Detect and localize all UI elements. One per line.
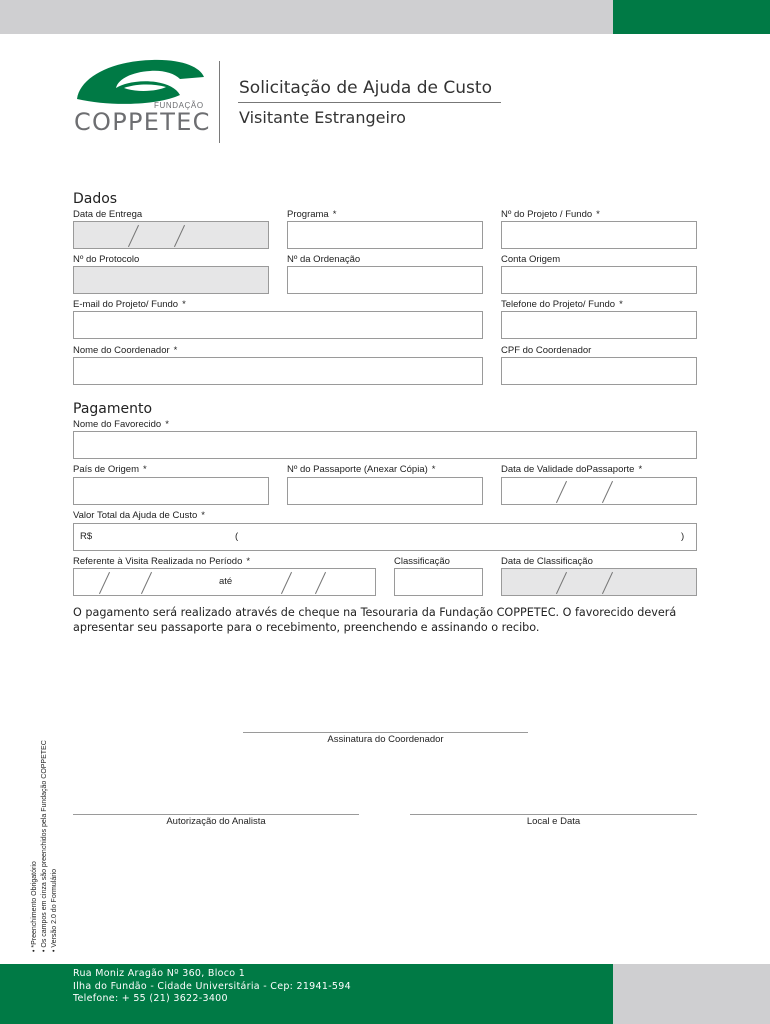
num-protocolo-field[interactable] [73,266,269,294]
date-separator [128,225,139,247]
payment-note: O pagamento será realizado através de cheque na Tesouraria da Fundação COPPETEC. O favorecido deverá apresentar seu passaporte para o recebimento, preenchendo e assinando o recibo. [73,606,677,634]
top-band-gray [0,0,613,34]
email-projeto-field[interactable] [73,311,483,339]
label-classificacao: Classificação [394,556,450,567]
cpf-coordenador-field[interactable] [501,357,697,385]
label-num-protocolo: Nº do Protocolo [73,254,140,265]
pais-origem-field[interactable] [73,477,269,505]
validade-passaporte-field[interactable] [501,477,697,505]
side-note-version: • Versão 2.0 do Formulário [51,869,58,952]
label-num-projeto: Nº do Projeto / Fundo * [501,209,600,220]
date-separator [602,481,613,503]
signature-label-analista: Autorização do Analista [166,816,266,827]
num-passaporte-field[interactable] [287,477,483,505]
date-separator [141,572,152,594]
conta-origem-field[interactable] [501,266,697,294]
date-separator [281,572,292,594]
label-valor-total: Valor Total da Ajuda de Custo * [73,510,205,521]
date-separator [556,572,567,594]
label-validade-passaporte: Data de Validade doPassaporte * [501,464,643,475]
page-title: Solicitação de Ajuda de Custo [239,78,492,98]
num-ordenacao-field[interactable] [287,266,483,294]
side-note-required: • *Preenchimento Obrigatório [31,861,38,952]
label-pais-origem: País de Origem * [73,464,147,475]
header-divider [219,61,220,143]
date-separator [556,481,567,503]
ate-label: até [219,576,233,587]
signature-line-local-data [410,814,697,815]
page-subtitle: Visitante Estrangeiro [239,108,406,127]
signature-label-coordenador: Assinatura do Coordenador [327,734,444,745]
footer-address-line: Rua Moniz Aragão Nº 360, Bloco 1 [73,968,246,979]
signature-label-local-data: Local e Data [526,816,581,827]
signature-line-coordenador [243,732,528,733]
signature-line-analista [73,814,359,815]
label-email-projeto: E-mail do Projeto/ Fundo * [73,299,186,310]
logo-fundacao-text: FUNDAÇÃO [154,101,204,110]
top-band-green [613,0,770,34]
label-nome-favorecido: Nome do Favorecido * [73,419,169,430]
footer-address-line: Ilha do Fundão - Cidade Universitária - Cep: 21941-594 [73,980,351,992]
side-notes [30,712,60,952]
label-periodo: Referente à Visita Realizada no Período * [73,556,251,567]
section-heading-dados: Dados [73,191,118,207]
date-separator [99,572,110,594]
telefone-projeto-field[interactable] [501,311,697,339]
footer-address [73,968,351,1006]
label-data-entrega: Data de Entrega [73,209,143,220]
classificacao-field[interactable] [394,568,483,596]
nome-favorecido-field[interactable] [73,431,697,459]
programa-field[interactable] [287,221,483,249]
section-heading-pagamento: Pagamento [73,401,153,417]
paren-close: ) [681,531,685,542]
data-entrega-field[interactable] [73,221,269,249]
label-cpf-coordenador: CPF do Coordenador [501,345,592,356]
date-separator [602,572,613,594]
data-classificacao-field[interactable] [501,568,697,596]
label-num-passaporte: Nº do Passaporte (Anexar Cópia) * [287,464,436,475]
paren-open: ( [235,531,239,542]
label-conta-origem: Conta Origem [501,254,561,265]
periodo-field[interactable] [73,568,376,596]
label-programa: Programa * [287,209,337,220]
label-telefone-projeto: Telefone do Projeto/ Fundo * [501,299,623,310]
label-data-classificacao: Data de Classificação [501,556,593,567]
nome-coordenador-field[interactable] [73,357,483,385]
currency-label: R$ [80,531,93,542]
title-underline [238,102,501,103]
side-note-gray-fields: • Os campos em cinza são preenchidos pela Fundação COPPETEC [41,740,48,952]
label-nome-coordenador: Nome do Coordenador * [73,345,178,356]
logo-name-text: COPPETEC [74,108,211,136]
label-num-ordenacao: Nº da Ordenação [287,254,361,265]
num-projeto-field[interactable] [501,221,697,249]
valor-total-field[interactable] [73,523,697,551]
footer-phone: Telefone: + 55 (21) 3622-3400 [73,993,228,1004]
footer-band-gray [613,964,770,1024]
date-separator [174,225,185,247]
date-separator [315,572,326,594]
